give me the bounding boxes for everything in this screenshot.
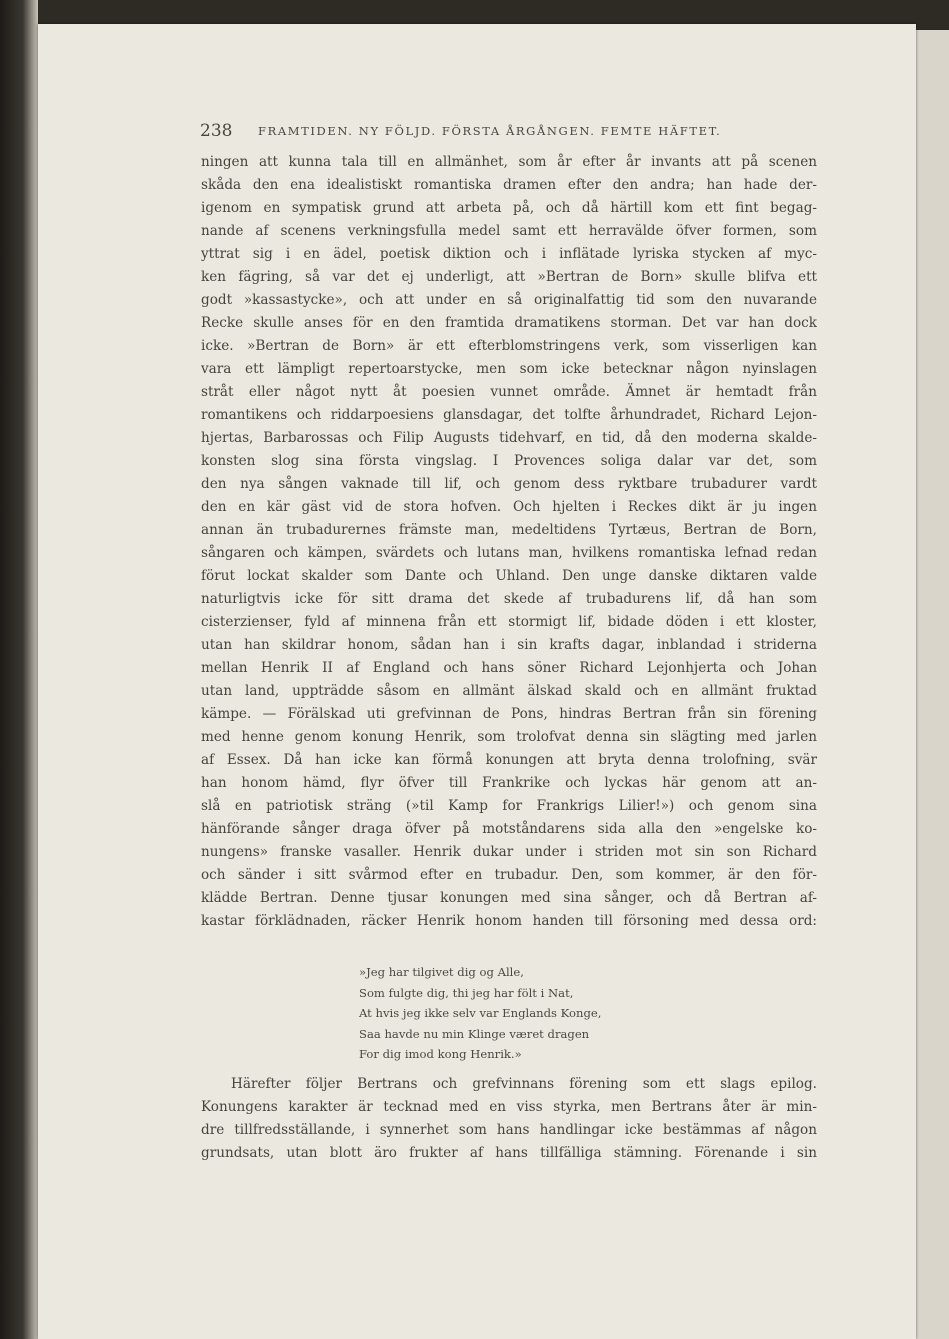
text-line: hjertas, Barbarossas och Filip Augusts tidehvarf, en tid, då den moderna skalde- (201, 430, 817, 446)
text-line: cisterzienser, fyld af minnena från ett stormigt lif, bidade döden i ett kloster, (201, 614, 817, 630)
page-header (200, 121, 820, 145)
text-line: af Essex. Då han icke kan förmå konungen att bryta denna trolofning, svär (201, 752, 817, 768)
quoted-verse (359, 962, 699, 1065)
text-line: den en kär gäst vid de stora hofven. Och hjelten i Reckes dikt är ju ingen (201, 499, 817, 515)
text-line: Konungens karakter är tecknad med en viss styrka, men Bertrans åter är min- (201, 1099, 817, 1115)
text-line: den nya sången vaknade till lif, och genom dess ryktbare trubadurer vardt (201, 476, 817, 492)
text-line: naturligtvis icke för sitt drama det skede af trubadurens lif, då han som (201, 591, 817, 607)
text-line: dre tillfredsställande, i synnerhet som hans handlingar icke bestämmas af någon (201, 1122, 817, 1138)
closing-paragraph (201, 1073, 817, 1165)
text-line: icke. »Bertran de Born» är ett efterblomstringens verk, som visserligen kan (201, 338, 817, 354)
text-line: Härefter följer Bertrans och grefvinnans förening som ett slags epilog. (231, 1076, 817, 1092)
text-line: ken fägring, så var det ej underligt, att »Bertran de Born» skulle blifva ett (201, 269, 817, 285)
verse-line: For dig imod kong Henrik.» (359, 1047, 522, 1061)
body-text (201, 151, 817, 933)
text-line: grundsats, utan blott äro frukter af hans tillfälliga stämning. Förenande i sin (201, 1145, 817, 1161)
text-line: nande af scenens verkningsfulla medel samt ett herravälde öfver formen, som (201, 223, 817, 239)
text-line: sångaren och kämpen, svärdets och lutans man, hvilkens romantiska lefnad redan (201, 545, 817, 561)
text-line: romantikens och riddarpoesiens glansdagar, det tolfte århundradet, Richard Lejon- (201, 407, 817, 423)
text-line: Recke skulle anses för en den framtida dramatikens storman. Det var han dock (201, 315, 817, 331)
page-number: 238 (200, 121, 233, 141)
text-line: mellan Henrik II af England och hans söner Richard Lejonhjerta och Johan (201, 660, 817, 676)
text-line: skåda den ena idealistiskt romantiska dramen efter den andra; han hade der- (201, 177, 817, 193)
text-line: ningen att kunna tala till en allmänhet, som år efter år invants att på scenen (201, 154, 817, 170)
text-line: utan han skildrar honom, sådan han i sin krafts dagar, inblandad i striderna (201, 637, 817, 653)
verse-line: At hvis jeg ikke selv var Englands Konge, (359, 1006, 602, 1020)
text-line: kämpe. — Förälskad uti grefvinnan de Pons, hindras Bertran från sin förening (201, 706, 817, 722)
text-line: förut lockat skalder som Dante och Uhland. Den unge danske diktaren valde (201, 568, 817, 584)
text-line: hänförande sånger draga öfver på motståndarens sida alla den »engelske ko- (201, 821, 817, 837)
verse-line: Som fulgte dig, thi jeg har fölt i Nat, (359, 985, 574, 1000)
text-line: godt »kassastycke», och att under en så originalfattig tid som den nuvarande (201, 292, 817, 308)
text-line: stråt eller något nytt åt poesien vunnet område. Ämnet är hemtadt från (201, 384, 817, 400)
text-line: vara ett lämpligt repertoarstycke, men som icke betecknar någon nyinslagen (201, 361, 817, 377)
next-page-edge (916, 30, 949, 1339)
text-line: konsten slog sina första vingslag. I Provences soliga dalar var det, som (201, 453, 817, 469)
text-line: han honom hämd, flyr öfver till Frankrike och lyckas här genom att an- (201, 775, 817, 791)
running-head: FRAMTIDEN. NY FÖLJD. FÖRSTA ÅRGÅNGEN. FEMTE HÄFTET. (258, 124, 722, 138)
text-line: igenom en sympatisk grund att arbeta på, och då härtill kom ett fint begag- (201, 200, 817, 216)
text-line: slå en patriotisk sträng (»til Kamp for Frankrigs Lilier!») och genom sina (201, 798, 817, 814)
text-line: annan än trubadurernes främste man, medeltidens Tyrtæus, Bertran de Born, (201, 522, 817, 538)
text-line: klädde Bertran. Denne tjusar konungen med sina sånger, och då Bertran af- (201, 890, 817, 906)
scan-left-edge (0, 0, 38, 1339)
text-line: utan land, uppträdde såsom en allmänt älskad skald och en allmänt fruktad (201, 683, 817, 699)
text-line: kastar förklädnaden, räcker Henrik honom handen till försoning med dessa ord: (201, 913, 817, 929)
text-line: nungens» franske vasaller. Henrik dukar under i striden mot sin son Richard (201, 844, 817, 860)
verse-line: »Jeg har tilgivet dig og Alle, (359, 965, 524, 979)
verse-line: Saa havde nu min Klinge været dragen (359, 1026, 590, 1041)
text-line: och sänder i sitt svårmod efter en trubadur. Den, som kommer, är den för- (201, 867, 817, 883)
text-line: med henne genom konung Henrik, som trolofvat denna sin slägting med jarlen (201, 729, 817, 745)
text-line: yttrat sig i en ädel, poetisk diktion och i inflätade lyriska stycken af myc- (201, 246, 817, 262)
